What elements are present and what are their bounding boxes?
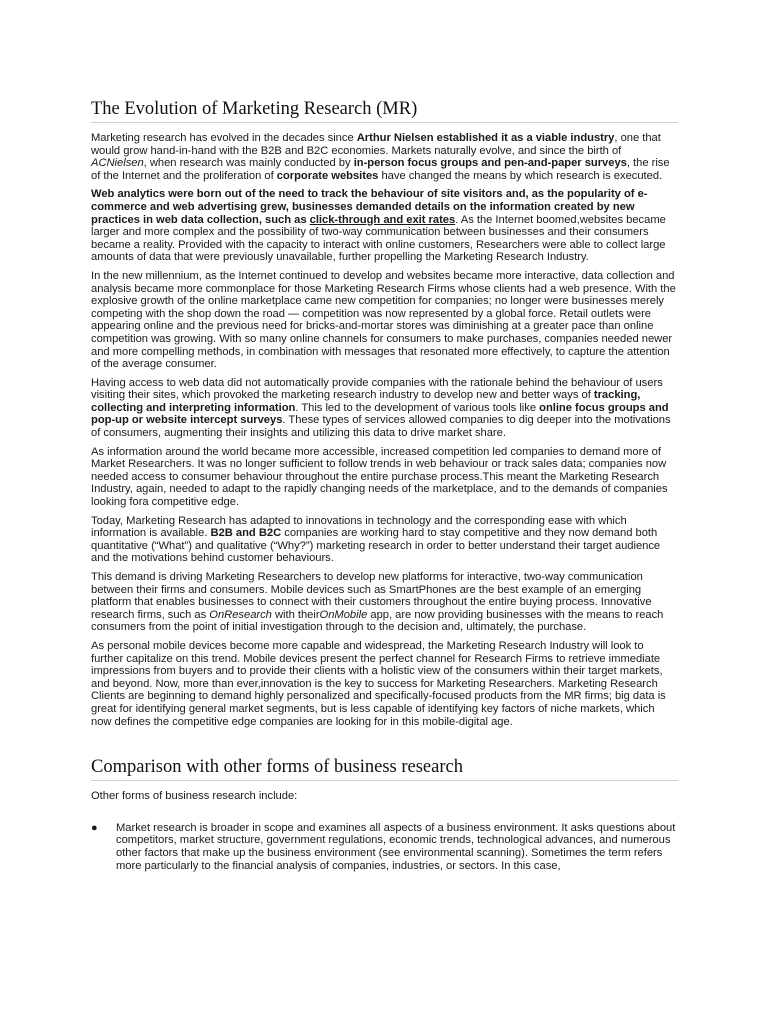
text-run: As personal mobile devices become more capable and widespread, the Marketing Research Industry will look to further capitalize on this trend. Mobile devices present the perfect channel for Research Firms to retrieve immediate impressions from buyers and to provide their clients with a holistic view of the consumers within their target markets, and beyond. Now, more than ever,innovation is the key to success for Marketing Researchers. Marketing Research Clients are beginning to demand highly personalized and specifically-focused products from the MR firms; big data is great for identifying general market segments, but is less capable of identifying key factors of niche markets, which now defines the competitive edge companies are looking for in this mobile-digital age. <box>91 639 666 728</box>
document-content <box>91 98 678 872</box>
text-run: in-person focus groups and pen-and-paper surveys <box>353 157 627 170</box>
paragraph-5 <box>91 446 678 509</box>
paragraph-6 <box>91 515 678 565</box>
text-run: Today, Marketing Research has adapted to innovations in technology and the corresponding ease with which information is available. <box>91 514 627 540</box>
text-run: online focus groups and pop-up or website intercept surveys <box>91 401 669 427</box>
text-run: , the rise of the Internet and the proliferation of <box>91 157 670 182</box>
paragraph-7 <box>91 571 678 634</box>
paragraph-3 <box>91 270 678 371</box>
text-run: In the new millennium, as the Internet continued to develop and websites became more interactive, data collection and analysis became more commonplace for those Marketing Research Firms whose clients had a web presence. With the explosive growth of the online marketplace came new competition for companies; no longer were businesses merely competing with the shop down the road — competition was now represented by a global force. Retail outlets were appearing online and the previous need for bricks-and-mortar stores was diminishing at a greater pace than online competition was growing. With so many online channels for consumers to make purchases, companies needed newer and more compelling methods, in combination with messages that resonated more effectively, to capture the attention of the average consumer. <box>91 269 676 371</box>
text-run: ACNielsen <box>91 157 144 170</box>
text-run: Arthur Nielsen established it as a viable industry <box>356 132 615 144</box>
text-run: with their <box>271 608 320 621</box>
list-item <box>91 822 678 872</box>
section-heading-evolution: The Evolution of Marketing Research (MR) <box>91 98 678 123</box>
text-run: OnMobile <box>319 608 368 621</box>
text-run: . As the Internet boomed,websites became larger and more complex and the possibility of two-way communication between businesses and their consumers became a reality. Provided with the capacity to interact with online customers, Researchers were able to collect large amounts of data that were previously unavailable, further propelling the Marketing Research Industry. <box>91 213 666 264</box>
comparison-intro: Other forms of business research include: <box>91 790 298 803</box>
section-heading-comparison: Comparison with other forms of business research <box>91 756 678 781</box>
text-run: companies are working hard to stay competitive and they now demand both quantitative (“What”) and qualitative (“Why?”) marketing research in order to better understand their target audience and the motivations behind customer behaviours. <box>91 527 661 565</box>
text-run: Web analytics were born out of the need to track the behaviour of site visitors and, as the popularity of e-commerce and web advertising grew, businesses demanded details on the information created by new practices in web data collection, such as <box>91 188 648 226</box>
text-run: As information around the world became more accessible, increased competition led companies to demand more of Market Researchers. It was no longer sufficient to follow trends in web behaviour or track sales data; companies now needed access to consumer behaviour throughout the entire purchase process.This meant the Marketing Research Industry, again, needed to adapt to the rapidly changing needs of the marketplace, and to the demands of companies looking fora competitive edge. <box>91 445 668 509</box>
text-run: This demand is driving Marketing Researchers to develop new platforms for interactive, two-way communication between their firms and consumers. Mobile devices such as SmartPhones are the best example of an emerging platform that enables businesses to connect with their customers throughout the entire buying process. Innovative research firms, such as <box>91 571 652 621</box>
paragraph-1 <box>91 132 678 182</box>
text-run: tracking, collecting and interpreting information <box>91 389 641 414</box>
comparison-list <box>91 822 678 872</box>
bullet-icon: ● <box>91 821 98 834</box>
text-run: corporate websites <box>276 169 379 182</box>
paragraph-8 <box>91 640 678 728</box>
text-run: , one that would grow hand-in-hand with the B2B and B2C economies. Markets naturally evolve, and since the birth of <box>91 132 661 157</box>
paragraph-2 <box>91 188 678 264</box>
text-run: app, are now providing businesses with the means to reach consumers from the point of initial investigation through to the decision and, ultimately, the purchase. <box>91 608 664 634</box>
text-run: Having access to web data did not automatically provide companies with the rationale behind the behaviour of users visiting their sites, which provoked the marketing research industry to develop new and better ways of <box>91 376 663 402</box>
text-run: , when research was mainly conducted by <box>143 157 354 170</box>
text-run: B2B and B2C <box>210 527 282 540</box>
text-run: . These types of services allowed companies to dig deeper into the motivations of consumers, augmenting their insights and utilizing this data to drive market share. <box>91 414 671 440</box>
text-run: click-through and exit rates <box>309 213 456 226</box>
text-run: . This led to the development of various tools like <box>295 401 540 414</box>
list-item-text: Market research is broader in scope and examines all aspects of a business environment. It asks questions about competitors, market structure, government regulations, economic trends, technological advances, and numerous other factors that make up the business environment (see environmental scanning). Sometimes the term refers more particularly to the financial analysis of companies, industries, or sectors. In this case, <box>116 821 676 872</box>
text-run: OnResearch <box>209 608 272 621</box>
paragraph-4 <box>91 377 678 440</box>
text-run: have changed the means by which research is executed. <box>378 169 663 182</box>
text-run: Marketing research has evolved in the decades since <box>91 132 357 144</box>
